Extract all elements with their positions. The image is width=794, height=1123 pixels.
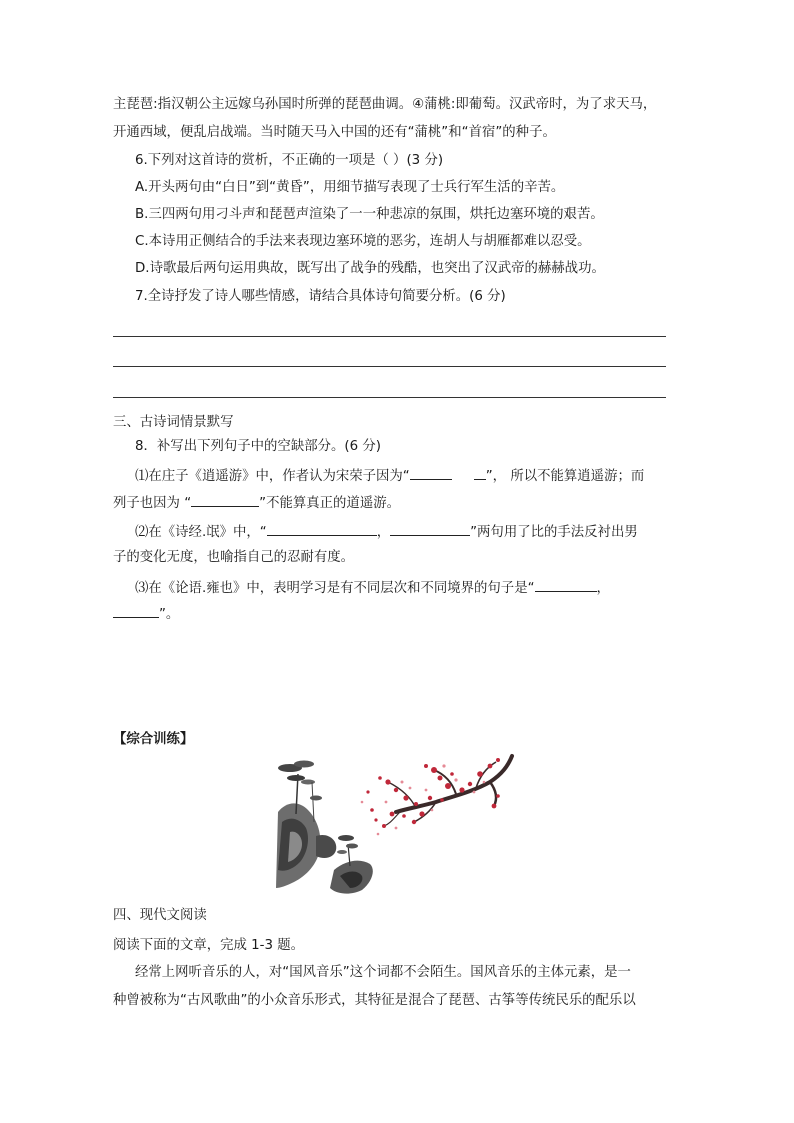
question-8-stem: 8．补写出下列句子中的空缺部分。(6 分) [135, 439, 381, 454]
reading-paragraph-line-2: 种曾被称为“古风歌曲”的小众音乐形式，其特征是混合了琵琶、古筝等传统民乐的配乐以 [113, 993, 636, 1008]
question-6-option-b: B.三四两句用刁斗声和琵琶声渲染了一一种悲凉的氛围，烘托边塞环境的艰苦。 [135, 207, 604, 222]
blank-2a[interactable] [267, 521, 377, 536]
section-3-title: 三、古诗词情景默写 [113, 415, 234, 430]
section-4-title: 四、现代文阅读 [113, 908, 207, 923]
q8-s2-text-c: ”两句用了比的手法反衬出男 [470, 525, 638, 540]
question-6-option-a: A.开头两句由“白日”到“黄昏”，用细节描写表现了士兵行军生活的辛苦。 [135, 180, 565, 195]
answer-line-1[interactable] [113, 336, 666, 337]
question-6-stem: 6.下列对这首诗的赏析，不正确的一项是（ ）(3 分) [135, 153, 444, 168]
plum-blossom-branch [361, 756, 512, 835]
ink-mountain-pines [276, 761, 373, 894]
question-6-option-d: D.诗歌最后两句运用典故，既写出了战争的残酷，也突出了汉武帝的赫赫战功。 [135, 261, 605, 276]
blank-1a[interactable] [410, 465, 452, 480]
q8-s3-text-c: ”。 [159, 607, 180, 622]
comprehensive-training-heading: 【综合训练】 [113, 732, 194, 747]
q8-s2-text-b: ， [376, 525, 391, 540]
question-8-sentence-1-cont [113, 492, 400, 514]
blank-3b[interactable] [113, 603, 159, 618]
question-7-stem: 7.全诗抒发了诗人哪些情感，请结合具体诗句简要分析。(6 分) [135, 289, 506, 304]
blank-2b[interactable] [390, 521, 470, 536]
question-6-option-c: C.本诗用正侧结合的手法来表现边塞环境的恶劣，连胡人与胡雁都难以忍受。 [135, 234, 591, 249]
q8-s1-text-c: 列子也因为 “ [113, 496, 192, 511]
question-8-sentence-1 [135, 465, 644, 487]
ink-painting-illustration [276, 752, 520, 896]
question-8-sentence-3 [135, 577, 610, 599]
question-8-sentence-3-cont [113, 603, 179, 625]
q8-s1-text-a: ⑴在庄子《逍遥游》中，作者认为宋荣子因为“ [135, 469, 410, 484]
question-8-sentence-2-cont: 子的变化无度，也喻指自己的忍耐有度。 [113, 550, 355, 565]
reading-intro: 阅读下面的文章，完成 1-3 题。 [113, 938, 305, 953]
q8-s1-text-b: ”， 所以不能算逍遥游；而 [485, 469, 645, 484]
answer-line-3[interactable] [113, 397, 666, 398]
note-line-2: 开通西域，便乱启战端。当时随天马入中国的还有“蒲桃”和“首宿”的种子。 [113, 125, 556, 140]
q8-s3-text-a: ⑶在《论语.雍也》中，表明学习是有不同层次和不同境界的句子是“ [135, 581, 535, 596]
q8-s2-text-a: ⑵在《诗经.氓》中，“ [135, 525, 267, 540]
note-line-1: 主琵琶:指汉朝公主远嫁乌孙国时所弹的琵琶曲调。④蒲桃:即葡萄。汉武帝时，为了求天马， [113, 97, 657, 112]
blank-3a[interactable] [535, 577, 597, 592]
blank-1c[interactable] [191, 492, 259, 507]
answer-line-2[interactable] [113, 366, 666, 367]
q8-s3-text-b: ， [596, 581, 610, 596]
reading-paragraph-line-1: 经常上网听音乐的人，对“国风音乐”这个词都不会陌生。国风音乐的主体元素，是一 [135, 965, 631, 980]
q8-s1-text-d: ”不能算真正的道遥游。 [259, 496, 400, 511]
blank-1b[interactable] [474, 465, 486, 480]
question-8-sentence-2 [135, 521, 638, 543]
